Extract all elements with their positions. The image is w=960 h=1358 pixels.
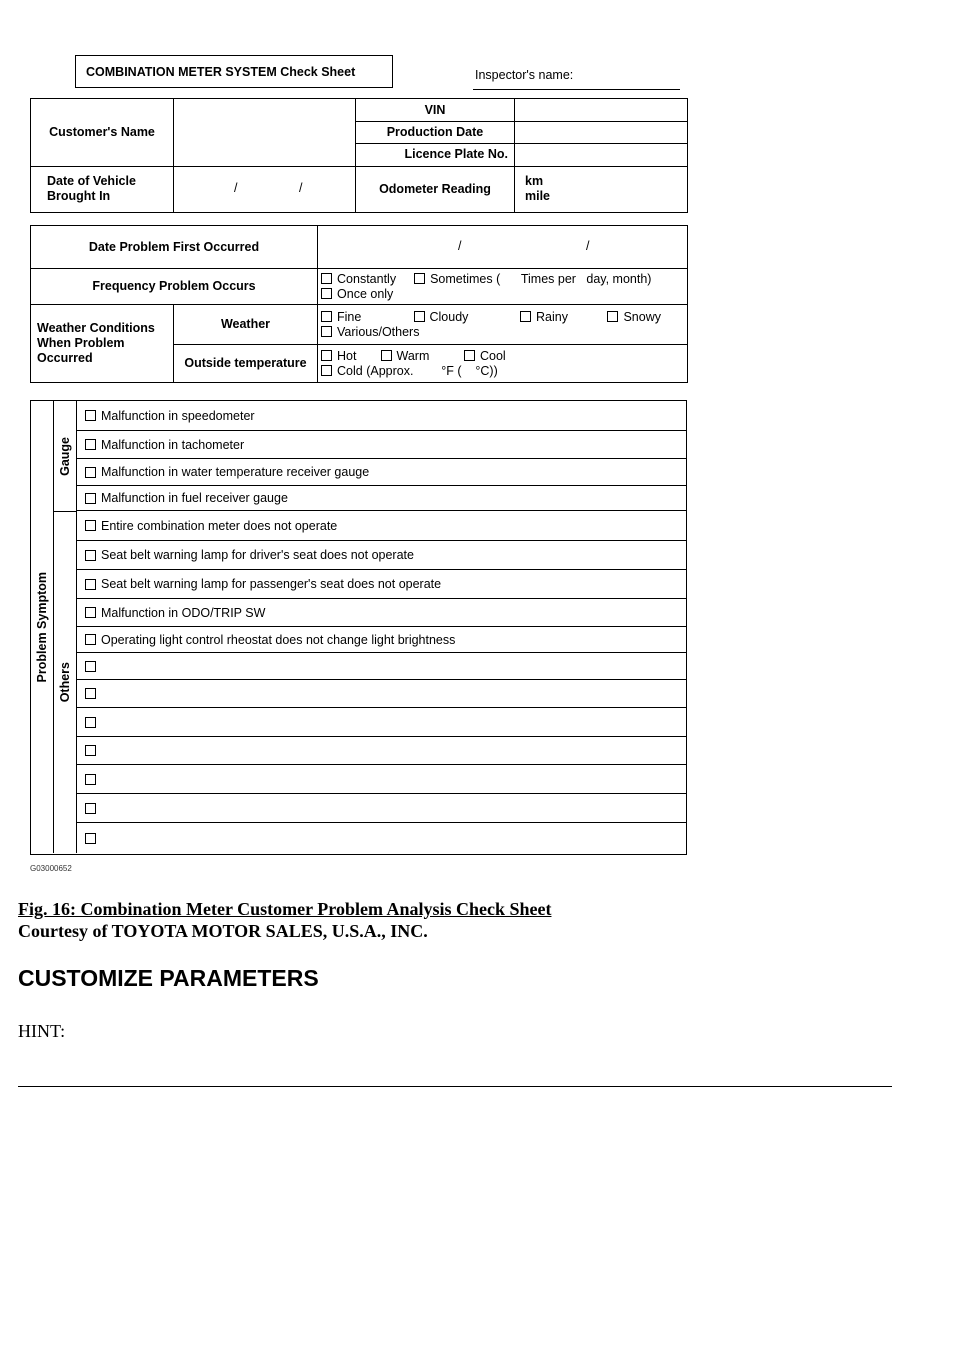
section-divider (18, 1086, 892, 1087)
weather-cloudy: Cloudy (429, 309, 469, 324)
temp-cool: Cool (479, 348, 506, 363)
others-item-text: Malfunction in ODO/TRIP SW (101, 605, 266, 620)
checkbox-icon (85, 607, 96, 618)
problem-symptom-label: Problem Symptom (35, 571, 49, 683)
weather-conditions-line2: When Problem (37, 336, 125, 350)
checkbox-icon (607, 311, 618, 322)
others-item-text: Entire combination meter does not operate (101, 518, 338, 533)
date-slash-1: / (234, 180, 238, 195)
production-date-value (515, 122, 688, 144)
freq-constantly: Constantly (337, 271, 397, 286)
others-item (77, 680, 686, 708)
date-vehicle-line1: Date of Vehicle (47, 174, 136, 189)
checkbox-icon (321, 273, 332, 284)
vin-label: VIN (356, 99, 515, 122)
others-item (77, 511, 686, 541)
temp-cold: Cold (Approx. °F ( °C)) (337, 363, 498, 378)
gauge-item (77, 401, 686, 431)
gauge-item (77, 486, 686, 511)
others-item (77, 653, 686, 680)
weather-options (318, 305, 688, 345)
customers-name-label: Customer's Name (31, 99, 174, 167)
frequency-label: Frequency Problem Occurs (31, 269, 318, 305)
licence-plate-label: Licence Plate No. (356, 144, 515, 166)
problem-date-slash-2: / (586, 239, 590, 253)
figure-caption[interactable]: Fig. 16: Combination Meter Customer Problem Analysis Check Sheet (18, 899, 552, 919)
customers-name-value (174, 99, 356, 167)
weather-label: Weather (174, 305, 318, 345)
checkbox-icon (321, 365, 332, 376)
others-item (77, 737, 686, 765)
temp-warm: Warm (396, 348, 430, 363)
checkbox-icon (321, 350, 332, 361)
outside-temp-label: Outside temperature (174, 345, 318, 383)
others-item (77, 794, 686, 823)
vin-value (515, 99, 688, 122)
date-problem-value (318, 226, 688, 269)
temperature-options (318, 345, 688, 383)
checkbox-icon (85, 439, 96, 450)
checkbox-icon (85, 493, 96, 504)
production-date-label: Production Date (356, 122, 515, 144)
others-item (77, 599, 686, 627)
odometer-value (515, 166, 688, 212)
gauge-item (77, 431, 686, 459)
problem-date-slash-1: / (458, 239, 462, 253)
checkbox-icon (85, 717, 96, 728)
weather-fine: Fine (337, 309, 362, 324)
customer-info-table (30, 98, 688, 213)
inspector-name-label: Inspector's name: (475, 68, 574, 82)
gauge-column (54, 401, 77, 512)
checkbox-icon (414, 311, 425, 322)
others-item (77, 708, 686, 737)
temp-hot: Hot (337, 348, 357, 363)
checkbox-icon (321, 311, 332, 322)
inspector-name-line (473, 89, 680, 90)
freq-sometimes: Sometimes ( Times per day, month) (430, 271, 652, 286)
weather-rainy: Rainy (535, 309, 568, 324)
gauge-item (77, 459, 686, 486)
hint-label: HINT: (18, 1021, 66, 1041)
weather-snowy: Snowy (623, 309, 661, 324)
checkbox-icon (381, 350, 392, 361)
others-item-text: Seat belt warning lamp for passenger's seat does not operate (101, 577, 442, 591)
gauge-item-text: Malfunction in fuel receiver gauge (101, 491, 288, 505)
problem-symptom-table (30, 400, 687, 855)
gauge-label: Gauge (58, 436, 72, 476)
others-item-text: Operating light control rheostat does not change light brightness (101, 632, 456, 647)
gauge-item-text: Malfunction in tachometer (101, 437, 245, 452)
symptom-rows (77, 401, 686, 853)
checkbox-icon (520, 311, 531, 322)
checkbox-icon (85, 774, 96, 785)
weather-conditions-label (31, 305, 174, 383)
weather-conditions-line1: Weather Conditions (37, 321, 155, 335)
km-unit: km (525, 174, 544, 189)
date-slash-2: / (299, 180, 303, 195)
gauge-item-text: Malfunction in water temperature receiver gauge (101, 465, 370, 479)
sheet-title: COMBINATION METER SYSTEM Check Sheet (75, 55, 393, 88)
figure-id: G03000652 (30, 864, 72, 873)
others-label: Others (58, 662, 72, 703)
figure-courtesy: Courtesy of TOYOTA MOTOR SALES, U.S.A., INC. (18, 921, 428, 941)
checkbox-icon (85, 803, 96, 814)
checkbox-icon (414, 273, 425, 284)
section-heading: CUSTOMIZE PARAMETERS (18, 965, 319, 991)
others-item (77, 765, 686, 794)
others-item (77, 570, 686, 599)
date-problem-label: Date Problem First Occurred (31, 226, 318, 269)
odometer-label: Odometer Reading (356, 166, 515, 212)
gauge-item-text: Malfunction in speedometer (101, 408, 255, 423)
checkbox-icon (85, 661, 96, 672)
others-item (77, 823, 686, 853)
checkbox-icon (464, 350, 475, 361)
checkbox-icon (321, 326, 332, 337)
problem-symptom-column (31, 401, 54, 853)
checkbox-icon (85, 520, 96, 531)
checkbox-icon (85, 634, 96, 645)
freq-once-only: Once only (337, 286, 394, 301)
checkbox-icon (85, 550, 96, 561)
weather-various: Various/Others (337, 324, 420, 339)
licence-plate-value (515, 144, 688, 166)
date-vehicle-brought-label (31, 166, 174, 212)
frequency-options (318, 269, 688, 305)
others-item (77, 627, 686, 653)
checkbox-icon (85, 579, 96, 590)
conditions-table (30, 225, 688, 383)
others-item (77, 541, 686, 570)
weather-conditions-line3: Occurred (37, 351, 93, 365)
mile-unit: mile (525, 189, 551, 204)
date-vehicle-line2: Brought In (47, 189, 111, 204)
checkbox-icon (85, 410, 96, 421)
date-vehicle-brought-value (174, 166, 356, 212)
others-column (54, 512, 77, 853)
checkbox-icon (321, 288, 332, 299)
checkbox-icon (85, 833, 96, 844)
checkbox-icon (85, 745, 96, 756)
checkbox-icon (85, 467, 96, 478)
checkbox-icon (85, 688, 96, 699)
others-item-text: Seat belt warning lamp for driver's seat does not operate (101, 548, 414, 562)
